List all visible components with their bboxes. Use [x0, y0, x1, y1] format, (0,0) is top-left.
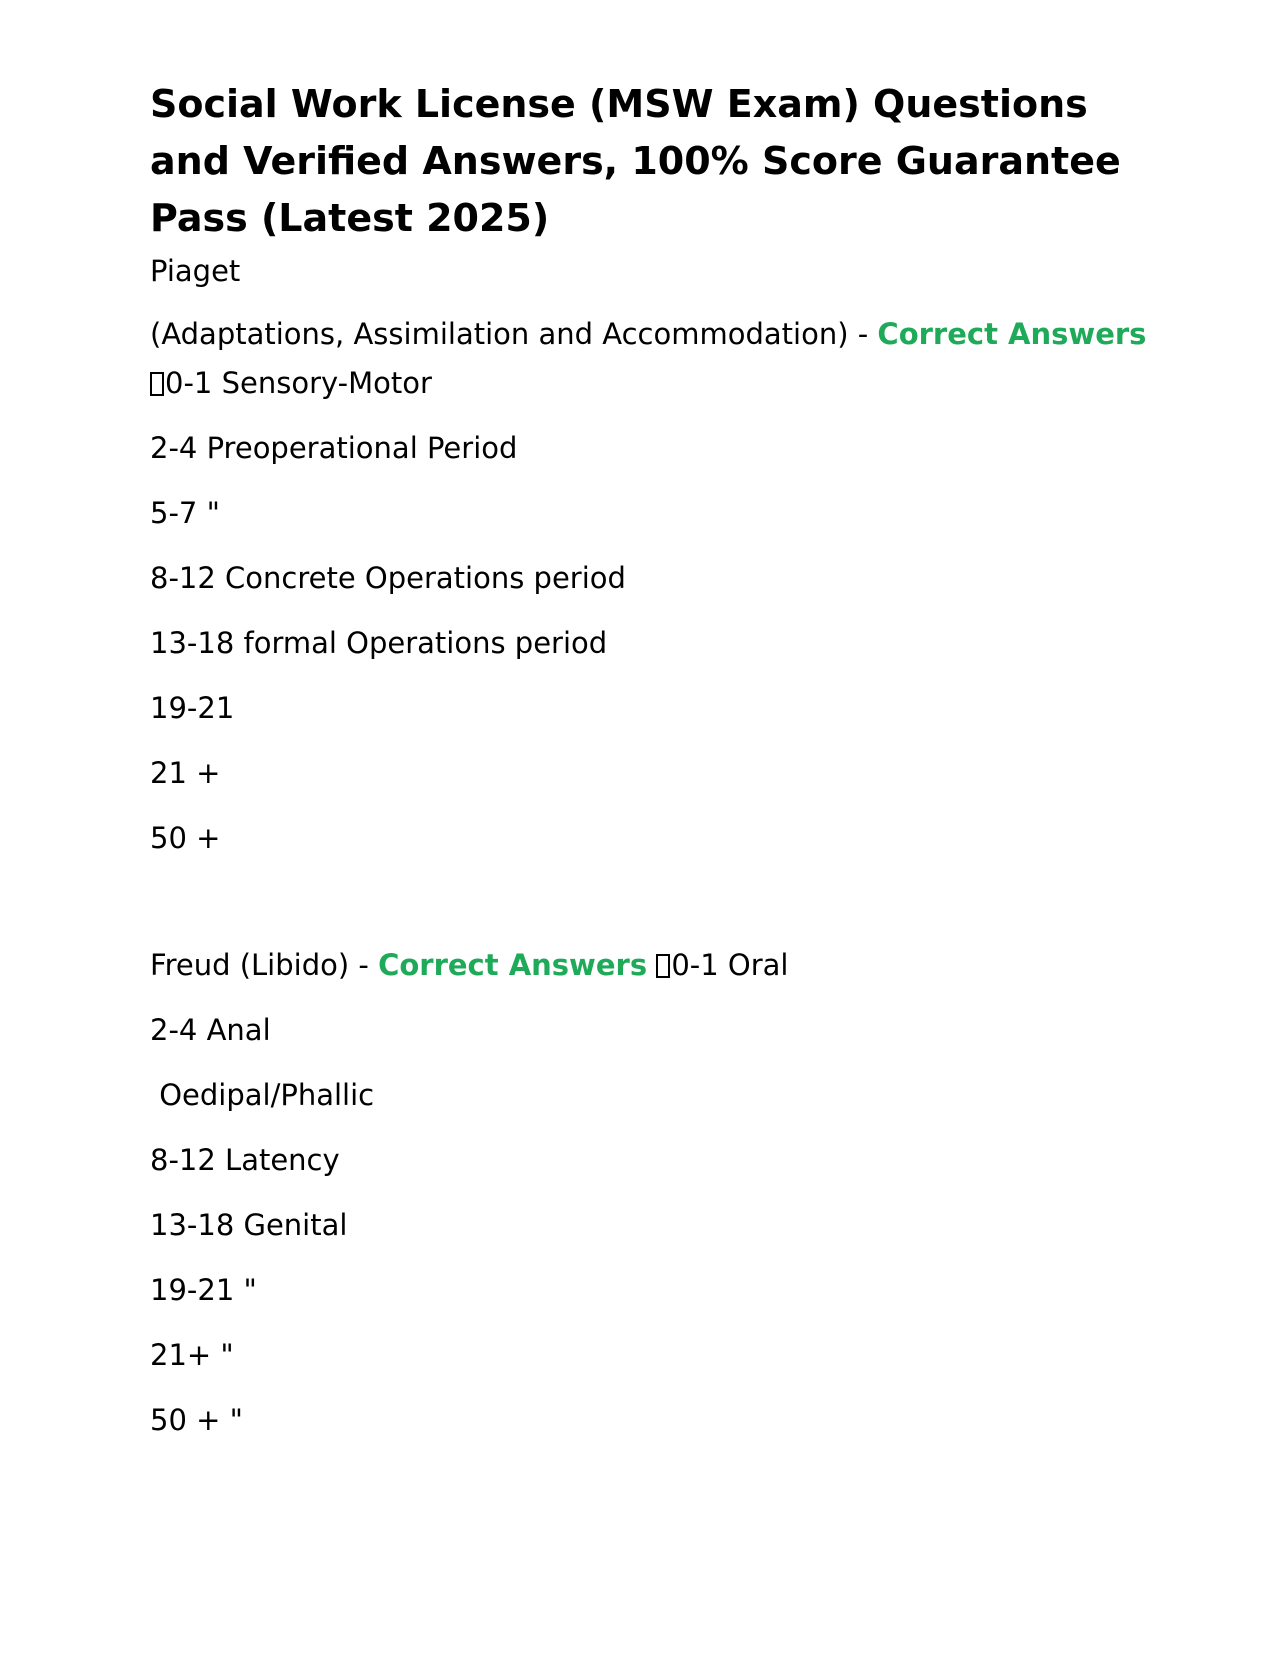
- freud-item: 21+ ": [150, 1338, 234, 1372]
- piaget-question-text: (Adaptations, Assimilation and Accommodation) -: [150, 317, 878, 351]
- section-spacer: [150, 879, 1150, 941]
- freud-answer-label: Correct Answers: [378, 948, 648, 982]
- piaget-item: 8-12 Concrete Operations period: [150, 561, 626, 595]
- piaget-first-item: 0-1 Sensory-Motor: [165, 366, 432, 400]
- document-page: [150, 76, 1150, 1461]
- piaget-question: [150, 310, 1150, 408]
- freud-item: 8-12 Latency: [150, 1143, 340, 1177]
- freud-question: [150, 941, 1150, 990]
- piaget-item: 2-4 Preoperational Period: [150, 431, 518, 465]
- freud-item: 13-18 Genital: [150, 1208, 348, 1242]
- freud-question-text: Freud (Libido) -: [150, 948, 379, 982]
- missing-glyph-icon: [656, 954, 670, 978]
- missing-glyph-icon: [150, 372, 164, 396]
- freud-item: 2-4 Anal: [150, 1013, 271, 1047]
- piaget-item: 19-21: [150, 691, 235, 725]
- piaget-answer-label: Correct Answers: [877, 317, 1147, 351]
- piaget-item: 21 +: [150, 756, 221, 790]
- freud-item: 50 + ": [150, 1403, 243, 1437]
- freud-item: Oedipal/Phallic: [150, 1078, 375, 1112]
- piaget-item: 13-18 formal Operations period: [150, 626, 608, 660]
- freud-item: 19-21 ": [150, 1273, 257, 1307]
- document-title: Social Work License (MSW Exam) Questions and Verified Answers, 100% Score Guarantee Pass (Latest 2025): [150, 82, 1121, 240]
- piaget-item: 50 +: [150, 821, 221, 855]
- freud-first-item: 0-1 Oral: [671, 948, 789, 982]
- piaget-heading: Piaget: [150, 254, 241, 288]
- piaget-item: 5-7 ": [150, 496, 220, 530]
